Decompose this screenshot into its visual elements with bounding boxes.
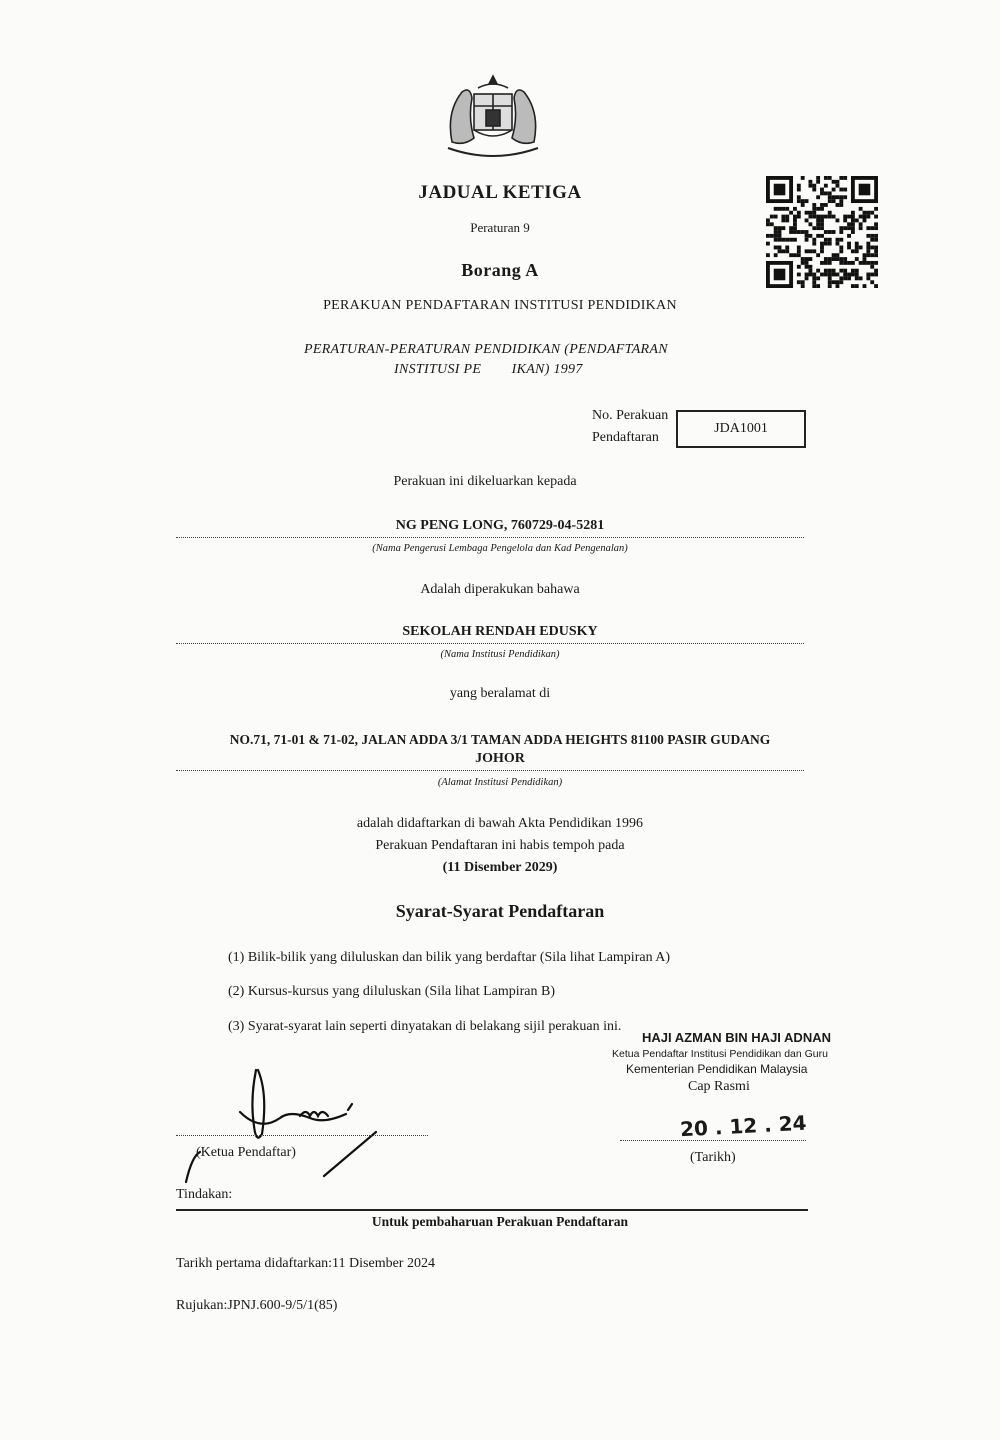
reference: Rujukan:JPNJ.600-9/5/1(85) [176, 1298, 338, 1313]
schedule-title: JADUAL KETIGA [418, 182, 582, 203]
address-intro: yang beralamat di [449, 686, 551, 701]
official-name: HAJI AZMAN BIN HAJI ADNAN [642, 1030, 831, 1045]
coat-of-arms-icon [438, 72, 548, 162]
official-cap: Cap Rasmi [688, 1079, 750, 1094]
regulation-name-line2: INSTITUSI PE IKAN) 1997 [394, 362, 583, 377]
date-caption: (Tarikh) [690, 1150, 736, 1165]
official-ministry: Kementerian Pendidikan Malaysia [626, 1062, 808, 1076]
registration-expiry-date: (11 Disember 2029) [442, 860, 558, 875]
signature-line [176, 1135, 428, 1136]
conditions-heading: Syarat-Syarat Pendaftaran [395, 901, 605, 921]
institution-caption: (Nama Institusi Pendidikan) [440, 649, 560, 660]
footer-rule [176, 1209, 808, 1211]
form-name: Borang A [461, 260, 539, 280]
regulation-number: Peraturan 9 [470, 220, 530, 235]
cert-number-label-2: Pendaftaran [592, 430, 659, 445]
official-title: Ketua Pendaftar Institusi Pendidikan dan Guru [612, 1048, 828, 1060]
issued-to-line [176, 537, 804, 538]
condition-item-3: (3) Syarat-syarat lain seperti dinyatakan di belakang sijil perakuan ini. [228, 1019, 622, 1034]
date-line [620, 1140, 806, 1141]
address-line1: NO.71, 71-01 & 71-02, JALAN ADDA 3/1 TAMAN ADDA HEIGHTS 81100 PASIR GUDANG [229, 732, 771, 747]
address-line2: JOHOR [475, 751, 525, 766]
registration-expiry: Perakuan Pendaftaran ini habis tempoh pada [375, 838, 625, 853]
certificate-title: PERAKUAN PENDAFTARAN INSTITUSI PENDIDIKAN [323, 298, 677, 313]
address-line [176, 770, 804, 771]
cert-number-label-1: No. Perakuan [592, 408, 669, 423]
signature-icon [180, 1064, 380, 1184]
issued-to-intro: Perakuan ini dikeluarkan kepada [393, 474, 577, 489]
condition-item-1: (1) Bilik-bilik yang diluluskan dan bilik yang berdaftar (Sila lihat Lampiran A) [228, 950, 671, 965]
condition-item-2: (2) Kursus-kursus yang diluluskan (Sila lihat Lampiran B) [228, 984, 556, 999]
handwritten-date: 20 . 12 . 24 [679, 1110, 808, 1142]
issued-to-caption: (Nama Pengerusi Lembaga Pengelola dan Kad Pengenalan) [372, 543, 628, 554]
address-caption: (Alamat Institusi Pendidikan) [437, 777, 563, 788]
institution-intro: Adalah diperakukan bahawa [420, 582, 580, 597]
regulation-name-line1: PERATURAN-PERATURAN PENDIDIKAN (PENDAFTARAN [304, 342, 668, 357]
action-label: Tindakan: [176, 1187, 233, 1202]
registration-act: adalah didaftarkan di bawah Akta Pendidikan 1996 [356, 816, 644, 831]
issued-to-value: NG PENG LONG, 760729-04-5281 [395, 518, 605, 533]
renewal-heading: Untuk pembaharuan Perakuan Pendaftaran [371, 1214, 629, 1229]
signature-caption: (Ketua Pendaftar) [196, 1145, 296, 1160]
first-registered: Tarikh pertama didaftarkan:11 Disember 2024 [176, 1256, 435, 1271]
cert-number-box: JDA1001 [676, 410, 806, 448]
institution-value: SEKOLAH RENDAH EDUSKY [402, 624, 598, 639]
institution-line [176, 643, 804, 644]
